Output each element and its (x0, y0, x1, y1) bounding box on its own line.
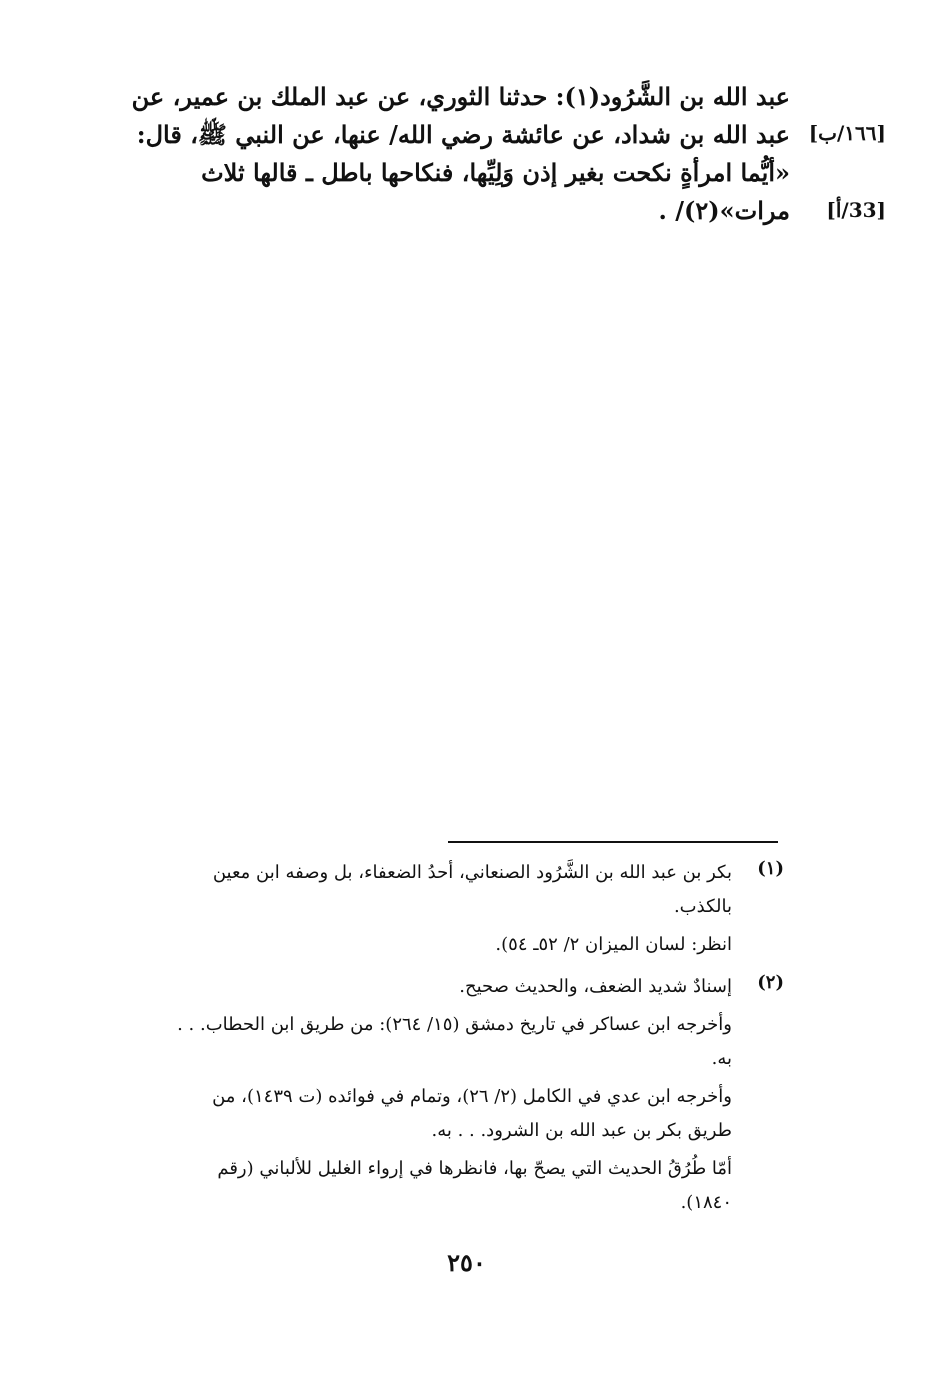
footnote-line: وأخرجه ابن عساكر في تاريخ دمشق (١٥/ ٢٦٤): من طريق ابن الحطاب. . . (177, 1014, 732, 1035)
footnote-line: وأخرجه ابن عدي في الكامل (٢/ ٢٦)، وتمام في فوائده (ت ١٤٣٩)، من (212, 1086, 732, 1107)
footnote-paragraph (84, 928, 732, 962)
manuscript-folio-ref: [١٦٦/ب] (808, 121, 886, 145)
footnote-paragraph (84, 970, 732, 1004)
page-number: ٢٥٠ (447, 1248, 486, 1277)
footnote-line: طريق بكر بن عبد الله بن الشرود. . . به. (431, 1120, 732, 1141)
footnote-number: (١) (757, 858, 784, 879)
footnote-line: بكر بن عبد الله بن الشَّرُود الصنعاني، أحدُ الضعفاء، بل وصفه ابن معين (212, 862, 732, 883)
footnote-paragraph (84, 1152, 732, 1220)
main-text-line: عبد الله بن شداد، عن عائشة رضي الله/ عنها، عن النبي ﷺ، قال: (136, 120, 790, 149)
footnote-1 (84, 852, 784, 962)
footnote-body (84, 966, 732, 1220)
main-text-line: عبد الله بن الشَّرُود(١): حدثنا الثوري، عن عبد الملك بن عمير، عن (131, 82, 790, 111)
footnote-paragraph (84, 1080, 732, 1148)
main-text-line: مرات»(٢)/ . (658, 196, 790, 225)
footnote-paragraph (84, 856, 732, 924)
footnote-paragraph (84, 1008, 732, 1076)
footnote-line: به. (711, 1048, 732, 1069)
footnote-body (84, 852, 732, 962)
footnote-line: ١٨٤٠). (680, 1192, 732, 1213)
footnote-number: (٢) (757, 972, 784, 993)
footnotes-block (84, 852, 784, 1220)
footnote-line: أمّا طُرُقُ الحديث التي يصحّ بها، فانظرها في إرواء الغليل للألباني (رقم (217, 1158, 732, 1179)
footnote-2 (84, 966, 784, 1220)
footnote-line: إسنادٌ شديد الضعف، والحديث صحيح. (459, 976, 732, 997)
footnote-line: انظر: لسان الميزان ٢/ ٥٢ـ ٥٤). (495, 934, 732, 955)
main-text-line: «أيُّما امرأةٍ نكحت بغير إذن وَلِيِّها، فنكاحها باطل ـ قالها ثلاث (201, 158, 790, 187)
footnote-separator (448, 841, 778, 843)
manuscript-folio-ref: [33/أ] (826, 198, 886, 222)
footnote-line: بالكذب. (673, 896, 732, 917)
main-text-block (90, 78, 790, 230)
